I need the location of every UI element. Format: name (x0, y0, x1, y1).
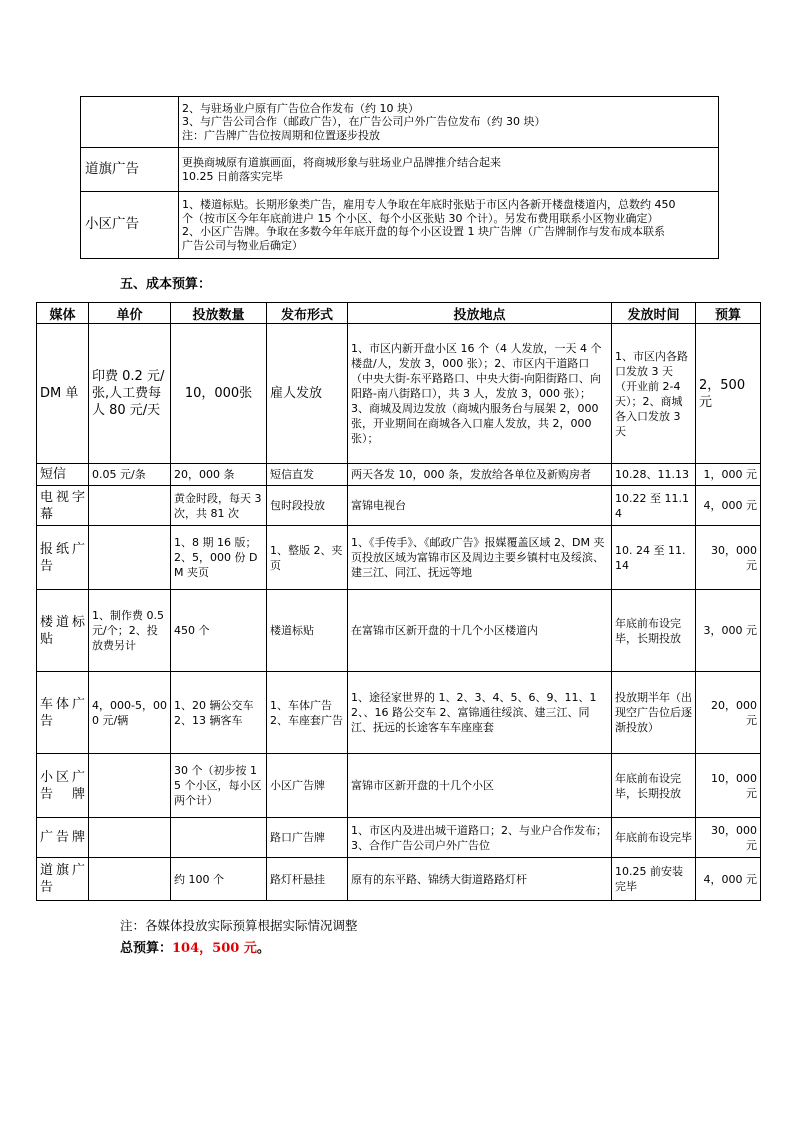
media-cell: 报纸广告 (37, 526, 89, 590)
column-header: 发布形式 (267, 303, 348, 324)
budget-cell: 20，000 元 (696, 672, 761, 754)
media-cell: 道旗广告 (37, 858, 89, 901)
form-cell: 1、车体广告 2、车座套广告 (267, 672, 348, 754)
location-cell: 1、市区内及进出城干道路口；2、与业户合作发布；3、合作广告公司户外广告位 (348, 818, 612, 858)
content-line: 1、楼道标贴。长期形象类广告，雇用专人争取在年底时张贴于市区内各新开楼盘楼道内，总数约 450 (182, 198, 676, 211)
location-cell: 1、途径家世界的 1、2、3、4、5、6、9、11、12、、16 路公交车 2、富锦通往绥滨、建三江、同江、抚远的长途客车车座座套 (348, 672, 612, 754)
table-row (37, 526, 761, 590)
table-row (37, 858, 761, 901)
form-cell: 1、整版 2、夹页 (267, 526, 348, 590)
qty-cell: 10，000张 (171, 324, 267, 464)
budget-cell: 10，000 元 (696, 754, 761, 818)
table-row (37, 590, 761, 672)
table-header-row (37, 303, 761, 324)
price-cell: 4，000-5，000 元/辆 (89, 672, 171, 754)
time-cell: 1、市区内各路口发放 3 天（开业前 2-4 天）；2、商城各入口发放 3 天 (612, 324, 696, 464)
time-cell: 投放期半年（出现空广告位后逐渐投放） (612, 672, 696, 754)
media-plan-table (80, 96, 719, 259)
table-row (37, 672, 761, 754)
total-suffix: 。 (256, 941, 270, 956)
row-content (179, 192, 719, 259)
time-cell: 10.25 前安装完毕 (612, 858, 696, 901)
budget-cell: 1，000 元 (696, 464, 761, 486)
media-cell: 楼道标贴 (37, 590, 89, 672)
qty-cell: 黄金时段，每天 3 次，共 81 次 (171, 486, 267, 526)
media-cell: 电视字幕 (37, 486, 89, 526)
qty-cell: 1、20 辆公交车 2、13 辆客车 (171, 672, 267, 754)
row-label (81, 97, 179, 148)
price-cell (89, 818, 171, 858)
column-header: 投放地点 (348, 303, 612, 324)
price-cell (89, 754, 171, 818)
table-row (37, 324, 761, 464)
price-cell: 0.05 元/条 (89, 464, 171, 486)
form-cell: 楼道标贴 (267, 590, 348, 672)
budget-table (36, 302, 761, 901)
content-line: 注：广告牌广告位按周期和位置逐步投放 (182, 128, 380, 142)
form-cell: 包时段投放 (267, 486, 348, 526)
column-header: 发放时间 (612, 303, 696, 324)
form-cell: 短信直发 (267, 464, 348, 486)
column-header: 预算 (696, 303, 761, 324)
budget-cell: 30，000 元 (696, 526, 761, 590)
form-cell: 路口广告牌 (267, 818, 348, 858)
total-label: 总预算： (120, 941, 173, 956)
content-line: 个（按市区今年年底前进户 15 个小区、每个小区张贴 30 个计）。另发布费用联系小区物业确定） (182, 211, 659, 225)
budget-note: 注：各媒体投放实际预算根据实际情况调整 (120, 918, 358, 933)
location-cell: 原有的东平路、锦绣大街道路路灯杆 (348, 858, 612, 901)
time-cell: 10. 24 至 11.14 (612, 526, 696, 590)
time-cell: 年底前布设完毕，长期投放 (612, 590, 696, 672)
qty-cell: 30 个（初步按 15 个小区，每小区两个计） (171, 754, 267, 818)
row-label: 小区广告 (81, 192, 179, 259)
qty-cell (171, 818, 267, 858)
time-cell: 10.22 至 11.14 (612, 486, 696, 526)
column-header: 媒体 (37, 303, 89, 324)
price-cell (89, 858, 171, 901)
price-cell: 1、制作费 0.5 元/个；2、投放费另计 (89, 590, 171, 672)
media-cell: 小区广告牌 (37, 754, 89, 818)
location-cell: 富锦电视台 (348, 486, 612, 526)
table-row (81, 148, 719, 192)
location-cell: 富锦市区新开盘的十几个小区 (348, 754, 612, 818)
budget-cell: 4，000 元 (696, 858, 761, 901)
budget-cell: 3，000 元 (696, 590, 761, 672)
column-header: 投放数量 (171, 303, 267, 324)
form-cell: 路灯杆悬挂 (267, 858, 348, 901)
section-title: 五、成本预算： (120, 277, 212, 292)
content-line: 广告公司与物业后确定） (182, 238, 303, 252)
total-amount: 104，500 元 (172, 941, 257, 956)
location-cell: 1、《手传手》、《邮政广告》报媒覆盖区域 2、DM 夹页投放区域为富锦市区及周边主要乡镇村屯及绥滨、建三江、同江、抚远等地 (348, 526, 612, 590)
table-row (81, 97, 719, 148)
media-cell: DM 单 (37, 324, 89, 464)
media-cell: 短信 (37, 464, 89, 486)
budget-cell: 2，500 元 (696, 324, 761, 464)
qty-cell: 20，000 条 (171, 464, 267, 486)
price-cell (89, 486, 171, 526)
total-budget (120, 937, 270, 956)
location-cell: 两天各发 10，000 条，发放给各单位及新购房者 (348, 464, 612, 486)
table-row (37, 754, 761, 818)
qty-cell: 1、8 期 16 版；2、5，000 份 DM 夹页 (171, 526, 267, 590)
row-content (179, 97, 719, 148)
time-cell: 年底前布设完毕 (612, 818, 696, 858)
row-label: 道旗广告 (81, 148, 179, 192)
form-cell: 小区广告牌 (267, 754, 348, 818)
table-row (81, 192, 719, 259)
time-cell: 10.28、11.13 (612, 464, 696, 486)
budget-cell: 4，000 元 (696, 486, 761, 526)
qty-cell: 450 个 (171, 590, 267, 672)
content-line: 更换商城原有道旗画面，将商城形象与驻场业户品牌推介结合起来 (182, 156, 501, 169)
content-line: 2、小区广告牌。争取在多数今年年底开盘的每个小区设置 1 块广告牌（广告牌制作与发布成本联系 (182, 225, 665, 238)
content-line: 3、与广告公司合作（邮政广告），在广告公司户外广告位发布（约 30 块） (182, 115, 546, 129)
media-cell: 车体广告 (37, 672, 89, 754)
media-cell: 广告牌 (37, 818, 89, 858)
table-row (37, 486, 761, 526)
form-cell: 雇人发放 (267, 324, 348, 464)
content-line: 2、与驻场业户原有广告位合作发布（约 10 块） (182, 101, 419, 115)
location-cell: 1、市区内新开盘小区 16 个（4 人发放，一天 4 个楼盘/人，发放 3，000 张）；2、市区内干道路口（中央大街-东平路路口、中央大街-向阳街路口、向阳路-南八街路口），共 3 人，发放 3，000 张）；3、商城及周边发放（商城内服务台与展架 2，000 张，开业期间在商城各入口雇人发放，共 2，000 张）； (348, 324, 612, 464)
time-cell: 年底前布设完毕，长期投放 (612, 754, 696, 818)
price-cell (89, 526, 171, 590)
price-cell: 印费 0.2 元/张,人工费每人 80 元/天 (89, 324, 171, 464)
table-row (37, 818, 761, 858)
table-row (37, 464, 761, 486)
row-content (179, 148, 719, 192)
qty-cell: 约 100 个 (171, 858, 267, 901)
column-header: 单价 (89, 303, 171, 324)
location-cell: 在富锦市区新开盘的十几个小区楼道内 (348, 590, 612, 672)
content-line: 10.25 日前落实完毕 (182, 169, 283, 183)
budget-cell: 30，000 元 (696, 818, 761, 858)
